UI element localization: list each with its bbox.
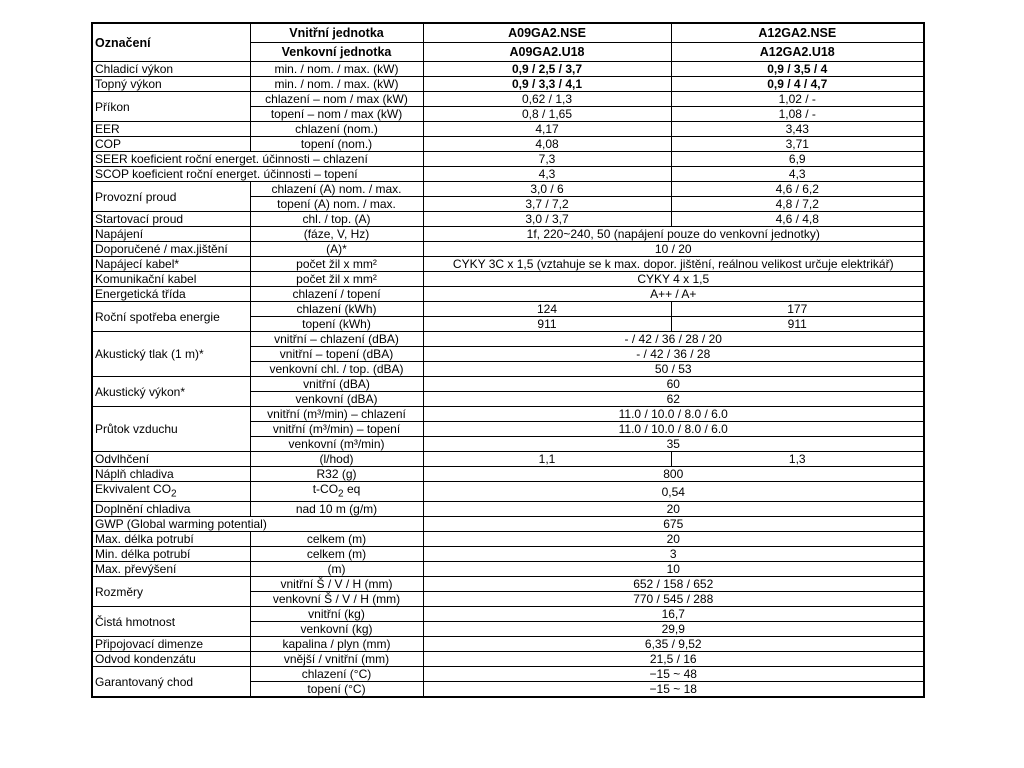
row-value: CYKY 3C x 1,5 (vztahuje se k max. dopor. jištění, reálnou velikost určuje elektrikář) [423, 257, 924, 272]
row-value: 4,6 / 6,2 [671, 182, 924, 197]
row-value: 29,9 [423, 622, 924, 637]
table-row [92, 182, 924, 197]
row-label [92, 482, 250, 502]
row-value: 675 [423, 517, 924, 532]
row-label: Akustický tlak (1 m)* [92, 332, 250, 377]
co2-unit-text: t-CO [312, 482, 339, 496]
table-row [92, 212, 924, 227]
row-unit: počet žil x mm² [250, 272, 423, 287]
row-value: 4,8 / 7,2 [671, 197, 924, 212]
row-value: 3,7 / 7,2 [423, 197, 671, 212]
row-label: Komunikační kabel [92, 272, 250, 287]
row-value: 4,3 [423, 167, 671, 182]
table-row [92, 667, 924, 682]
row-value: 11.0 / 10.0 / 8.0 / 6.0 [423, 407, 924, 422]
row-unit: vnitřní – chlazení (dBA) [250, 332, 423, 347]
row-label: Doporučené / max.jištění [92, 242, 250, 257]
co2-label-text: Ekvivalent CO [95, 482, 172, 496]
row-value: 652 / 158 / 652 [423, 577, 924, 592]
row-unit: (m) [250, 562, 423, 577]
row-value: 1,02 / - [671, 92, 924, 107]
row-label: Chladicí výkon [92, 62, 250, 77]
row-label: Odvod kondenzátu [92, 652, 250, 667]
row-value: 50 / 53 [423, 362, 924, 377]
spec-table [91, 22, 925, 698]
row-value: 3,43 [671, 122, 924, 137]
row-unit: chlazení (°C) [250, 667, 423, 682]
row-value: 10 [423, 562, 924, 577]
row-unit: nad 10 m (g/m) [250, 502, 423, 517]
row-unit: vnitřní (dBA) [250, 377, 423, 392]
row-value: A++ / A+ [423, 287, 924, 302]
row-label: Připojovací dimenze [92, 637, 250, 652]
table-row [92, 302, 924, 317]
row-value: 20 [423, 502, 924, 517]
row-unit: vnitřní Š / V / H (mm) [250, 577, 423, 592]
table-row [92, 407, 924, 422]
row-value: 6,9 [671, 152, 924, 167]
table-row [92, 652, 924, 667]
table-row [92, 377, 924, 392]
row-label: GWP (Global warming potential) [92, 517, 423, 532]
table-row [92, 452, 924, 467]
row-value: 0,9 / 3,5 / 4 [671, 62, 924, 77]
row-value: 177 [671, 302, 924, 317]
model1-indoor: A09GA2.NSE [423, 23, 671, 43]
row-label: Náplň chladiva [92, 467, 250, 482]
row-value: 62 [423, 392, 924, 407]
row-value: 800 [423, 467, 924, 482]
row-unit: topení (kWh) [250, 317, 423, 332]
row-label: Topný výkon [92, 77, 250, 92]
row-value: - / 42 / 36 / 28 / 20 [423, 332, 924, 347]
row-value: 35 [423, 437, 924, 452]
row-value: 3,0 / 6 [423, 182, 671, 197]
row-unit: topení (A) nom. / max. [250, 197, 423, 212]
row-label: Napájení [92, 227, 250, 242]
table-row [92, 577, 924, 592]
row-value: - / 42 / 36 / 28 [423, 347, 924, 362]
model2-outdoor: A12GA2.U18 [671, 43, 924, 62]
row-value: 3,0 / 3,7 [423, 212, 671, 227]
table-row [92, 152, 924, 167]
table-row [92, 607, 924, 622]
table-row [92, 562, 924, 577]
table-row [92, 467, 924, 482]
row-label: Max. délka potrubí [92, 532, 250, 547]
row-unit: (fáze, V, Hz) [250, 227, 423, 242]
designation-label: Označení [92, 23, 250, 62]
table-row [92, 167, 924, 182]
row-label: Startovací proud [92, 212, 250, 227]
row-unit: chlazení (kWh) [250, 302, 423, 317]
row-value: 16,7 [423, 607, 924, 622]
row-unit: chlazení – nom / max (kW) [250, 92, 423, 107]
row-label: Napájecí kabel* [92, 257, 250, 272]
row-value: 7,3 [423, 152, 671, 167]
table-row [92, 637, 924, 652]
row-label: Akustický výkon* [92, 377, 250, 407]
table-row [92, 272, 924, 287]
row-unit: chl. / top. (A) [250, 212, 423, 227]
table-row [92, 257, 924, 272]
row-unit: vnitřní (m³/min) – topení [250, 422, 423, 437]
outdoor-unit-label: Venkovní jednotka [250, 43, 423, 62]
row-unit: R32 (g) [250, 467, 423, 482]
model2-indoor: A12GA2.NSE [671, 23, 924, 43]
table-row [92, 502, 924, 517]
row-unit: (l/hod) [250, 452, 423, 467]
row-value: 1,1 [423, 452, 671, 467]
row-value: 20 [423, 532, 924, 547]
row-unit: venkovní Š / V / H (mm) [250, 592, 423, 607]
row-value: 124 [423, 302, 671, 317]
row-label: Energetická třída [92, 287, 250, 302]
row-value: CYKY 4 x 1,5 [423, 272, 924, 287]
row-unit: vnější / vnitřní (mm) [250, 652, 423, 667]
row-unit: vnitřní – topení (dBA) [250, 347, 423, 362]
row-value: 770 / 545 / 288 [423, 592, 924, 607]
row-label: EER [92, 122, 250, 137]
row-label: Odvlhčení [92, 452, 250, 467]
row-label: COP [92, 137, 250, 152]
row-value: 4,6 / 4,8 [671, 212, 924, 227]
row-label: Garantovaný chod [92, 667, 250, 698]
row-value: 911 [671, 317, 924, 332]
row-unit: počet žil x mm² [250, 257, 423, 272]
row-value: 0,9 / 3,3 / 4,1 [423, 77, 671, 92]
row-unit: celkem (m) [250, 532, 423, 547]
row-value: 6,35 / 9,52 [423, 637, 924, 652]
row-value: 4,17 [423, 122, 671, 137]
model1-outdoor: A09GA2.U18 [423, 43, 671, 62]
row-unit: celkem (m) [250, 547, 423, 562]
row-value: 3 [423, 547, 924, 562]
row-unit: chlazení (A) nom. / max. [250, 182, 423, 197]
row-unit [250, 482, 423, 502]
row-label: Max. převýšení [92, 562, 250, 577]
row-value: 1f, 220~240, 50 (napájení pouze do venkovní jednotky) [423, 227, 924, 242]
table-row [92, 547, 924, 562]
row-value: 0,62 / 1,3 [423, 92, 671, 107]
table-row [92, 62, 924, 77]
row-value: 60 [423, 377, 924, 392]
row-unit: kapalina / plyn (mm) [250, 637, 423, 652]
indoor-unit-label: Vnitřní jednotka [250, 23, 423, 43]
row-value: 1,3 [671, 452, 924, 467]
table-row [92, 137, 924, 152]
row-label: Roční spotřeba energie [92, 302, 250, 332]
row-unit: (A)* [250, 242, 423, 257]
row-value: 911 [423, 317, 671, 332]
row-label: Příkon [92, 92, 250, 122]
row-label: Doplnění chladiva [92, 502, 250, 517]
row-unit: venkovní (m³/min) [250, 437, 423, 452]
row-unit: venkovní (kg) [250, 622, 423, 637]
row-unit: min. / nom. / max. (kW) [250, 77, 423, 92]
co2-label-subscript: 2 [171, 488, 177, 500]
row-label: Min. délka potrubí [92, 547, 250, 562]
co2-unit-tail: eq [343, 482, 361, 496]
row-value: 0,9 / 2,5 / 3,7 [423, 62, 671, 77]
row-label: SCOP koeficient roční energet. účinnosti – topení [92, 167, 423, 182]
table-row [92, 482, 924, 502]
row-value: 0,9 / 4 / 4,7 [671, 77, 924, 92]
table-row [92, 77, 924, 92]
row-unit: topení – nom / max (kW) [250, 107, 423, 122]
row-value: 10 / 20 [423, 242, 924, 257]
row-value: 1,08 / - [671, 107, 924, 122]
table-row [92, 122, 924, 137]
table-row [92, 287, 924, 302]
row-label: Rozměry [92, 577, 250, 607]
row-unit: topení (nom.) [250, 137, 423, 152]
row-unit: topení (°C) [250, 682, 423, 698]
header-row-indoor [92, 23, 924, 43]
row-value: 0,8 / 1,65 [423, 107, 671, 122]
row-unit: min. / nom. / max. (kW) [250, 62, 423, 77]
table-row [92, 532, 924, 547]
row-value: 4,08 [423, 137, 671, 152]
row-unit: chlazení (nom.) [250, 122, 423, 137]
row-unit: vnitřní (kg) [250, 607, 423, 622]
table-row [92, 242, 924, 257]
row-unit: venkovní (dBA) [250, 392, 423, 407]
row-label: SEER koeficient roční energet. účinnosti – chlazení [92, 152, 423, 167]
co2-unit-subscript: 2 [338, 488, 344, 500]
row-value: 4,3 [671, 167, 924, 182]
row-label: Průtok vzduchu [92, 407, 250, 452]
row-value: 0,54 [423, 482, 924, 502]
row-label: Čistá hmotnost [92, 607, 250, 637]
table-row [92, 517, 924, 532]
row-value: 3,71 [671, 137, 924, 152]
row-unit: venkovní chl. / top. (dBA) [250, 362, 423, 377]
row-unit: vnitřní (m³/min) – chlazení [250, 407, 423, 422]
table-row [92, 332, 924, 347]
row-unit: chlazení / topení [250, 287, 423, 302]
row-value: −15 ~ 48 [423, 667, 924, 682]
table-row [92, 92, 924, 107]
row-value: 11.0 / 10.0 / 8.0 / 6.0 [423, 422, 924, 437]
row-value: −15 ~ 18 [423, 682, 924, 698]
row-label: Provozní proud [92, 182, 250, 212]
row-value: 21,5 / 16 [423, 652, 924, 667]
table-row [92, 227, 924, 242]
